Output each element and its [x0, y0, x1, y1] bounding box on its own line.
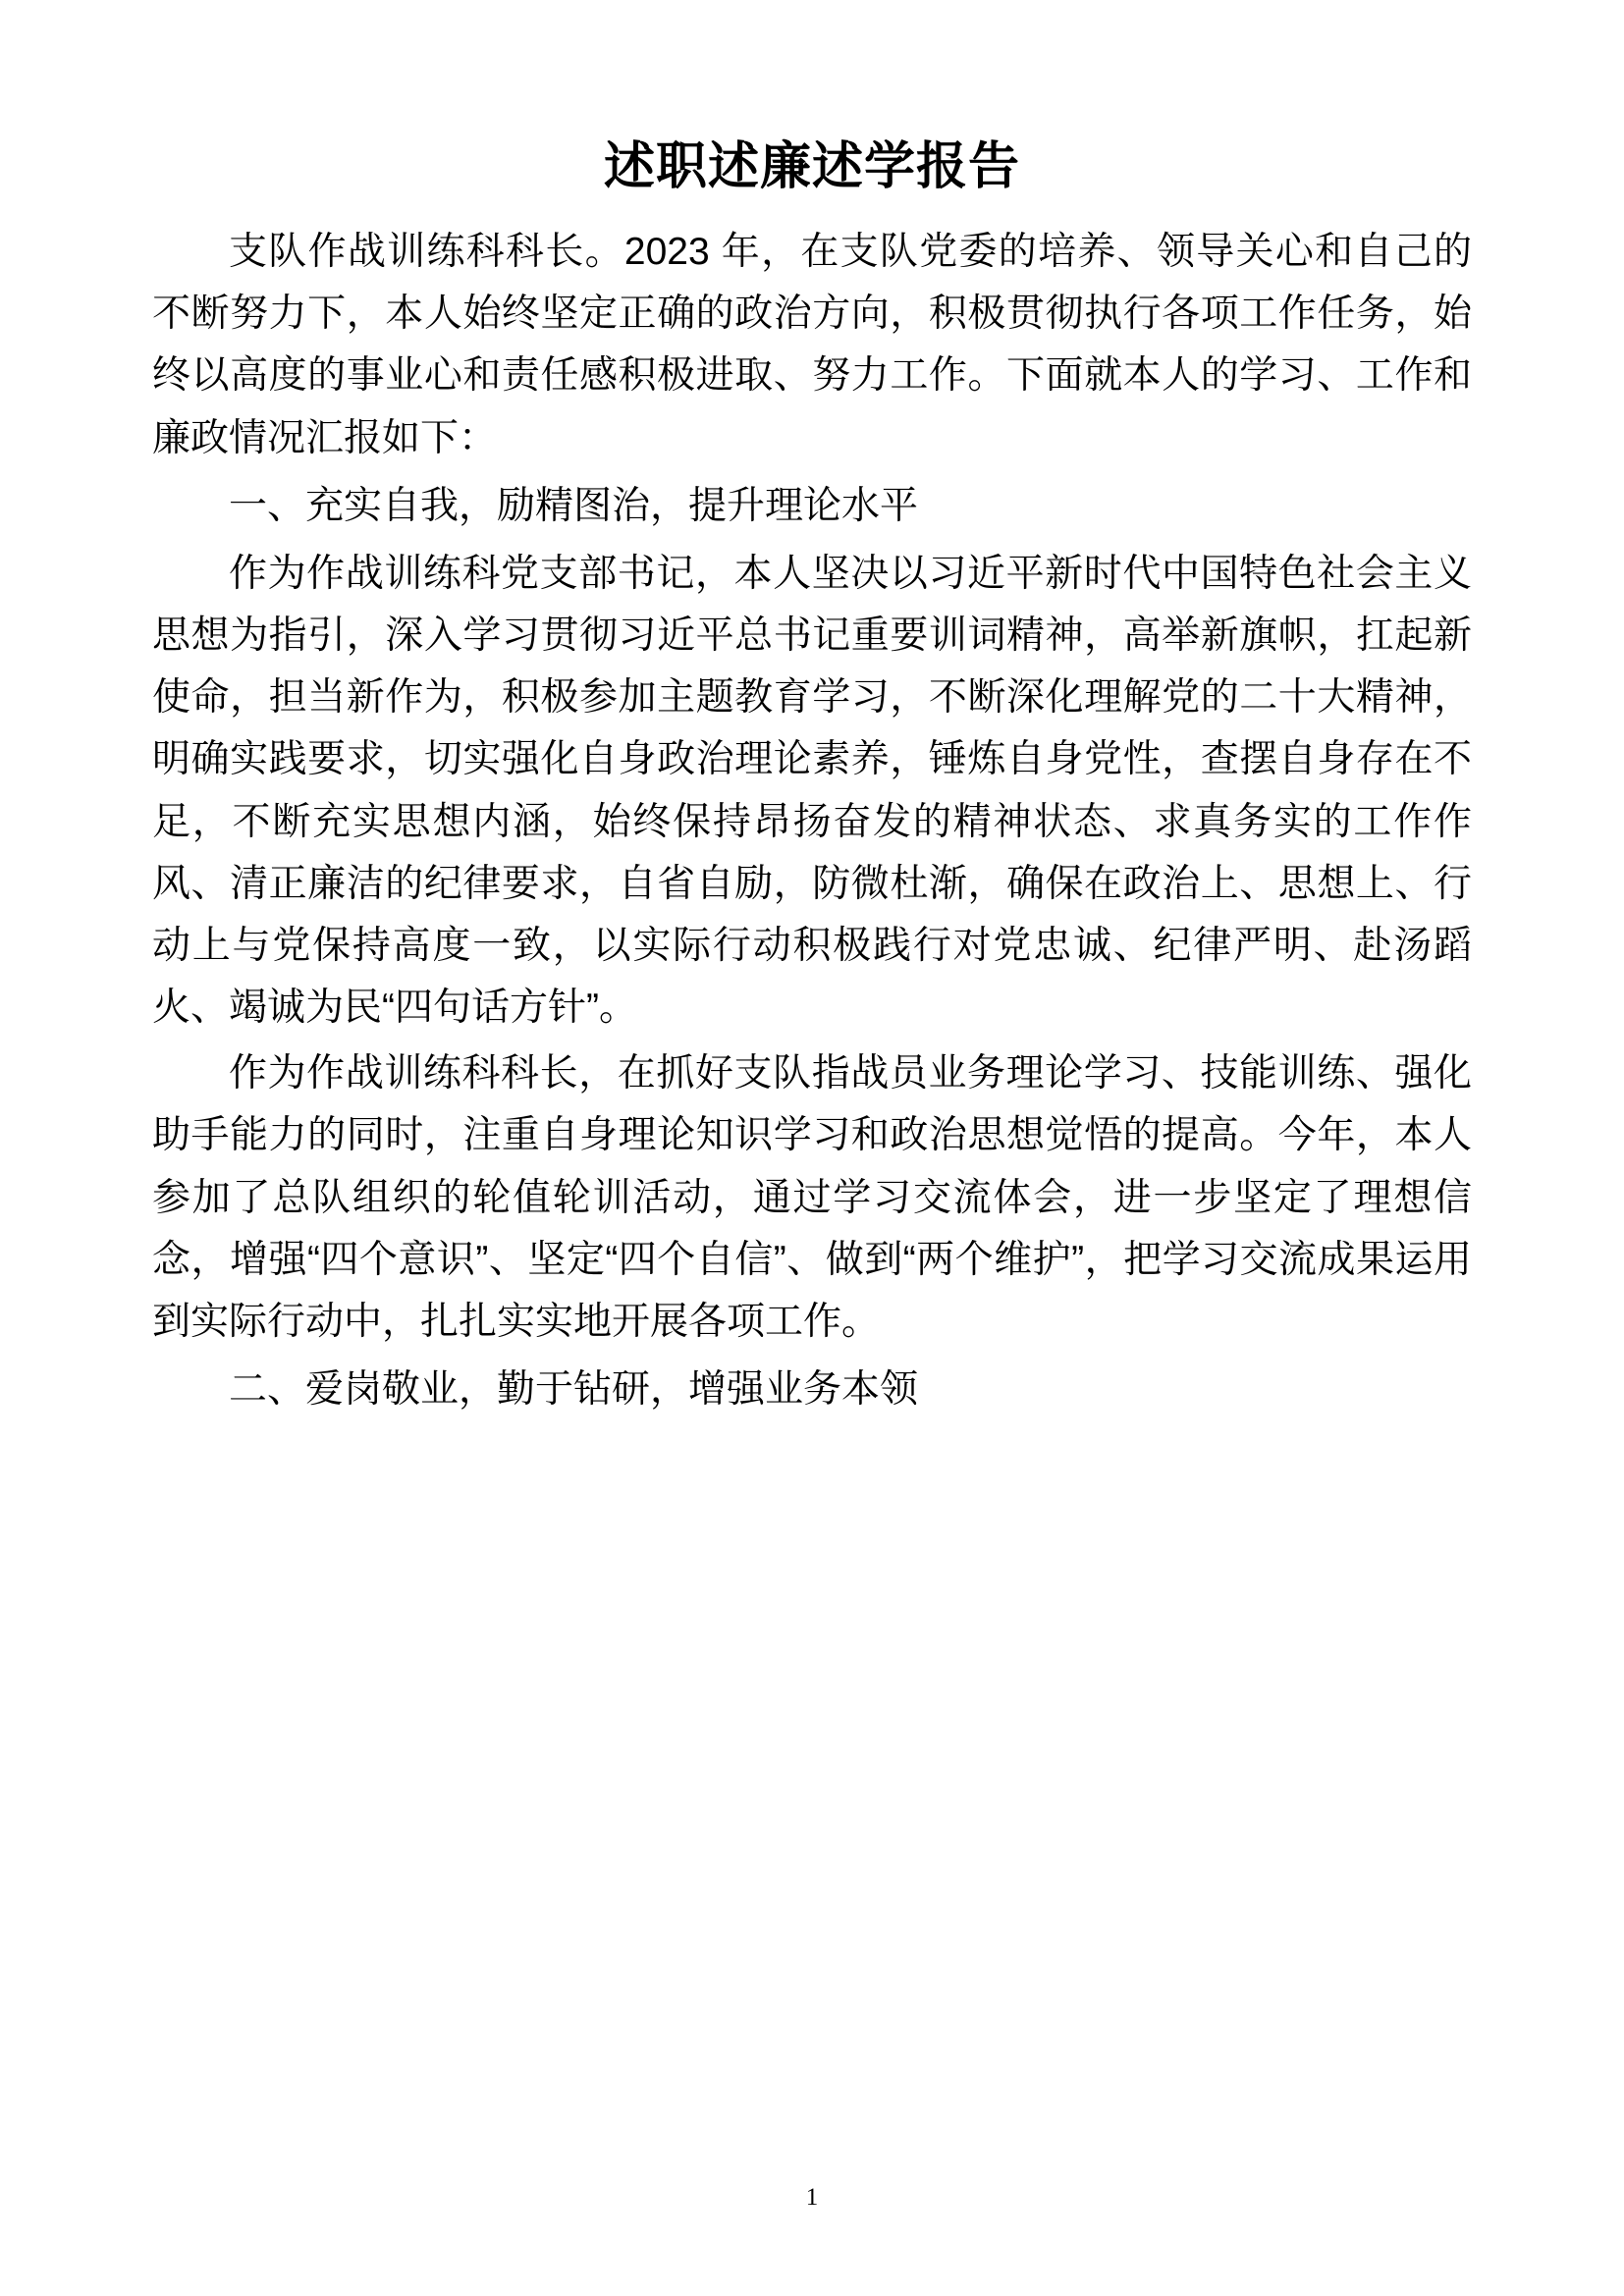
paragraph-section-heading-2: 二、爱岗敬业，勤于钻研，增强业务本领	[229, 1368, 919, 1412]
paragraph-body-1: 作为作战训练科党支部书记，本人坚决以习近平新时代中国特色社会主义思想为指引，深入学习贯彻习近平总书记重要训词精神，高举新旗帜，扛起新使命，担当新作为，积极参加主题教育学习，不断深化理解党的二十大精神，明确实践要求，切实强化自身政治理论素养，锤炼自身党性，查摆自身存在不足，不断充实思想内涵，始终保持昂扬奋发的精神状态、求真务实的工作作风、清正廉洁的纪律要求，自省自励，防微杜渐，确保在政治上、思想上、行动上与党保持高度一致，以实际行动积极践行对党忠诚、纪律严明、赴汤蹈火、竭诚为民“四句话方针”。	[152, 552, 1472, 1030]
page-number: 1	[805, 2184, 819, 2211]
page-title: 述职述廉述学报告	[603, 138, 1020, 195]
paragraph-intro: 支队作战训练科科长。2023 年，在支队党委的培养、领导关心和自己的不断努力下，本人始终坚定正确的政治方向，积极贯彻执行各项工作任务，始终以高度的事业心和责任感积极进取、努力工作。下面就本人的学习、工作和廉政情况汇报如下：	[152, 231, 1472, 459]
paragraph-section-heading-1: 一、充实自我，励精图治，提升理论水平	[229, 484, 919, 527]
paragraph-body-2: 作为作战训练科科长，在抓好支队指战员业务理论学习、技能训练、强化助手能力的同时，注重自身理论知识学习和政治思想觉悟的提高。今年，本人参加了总队组织的轮值轮训活动，通过学习交流体会，进一步坚定了理想信念，增强“四个意识”、坚定“四个自信”、做到“两个维护”，把学习交流成果运用到实际行动中，扎扎实实地开展各项工作。	[152, 1052, 1472, 1343]
